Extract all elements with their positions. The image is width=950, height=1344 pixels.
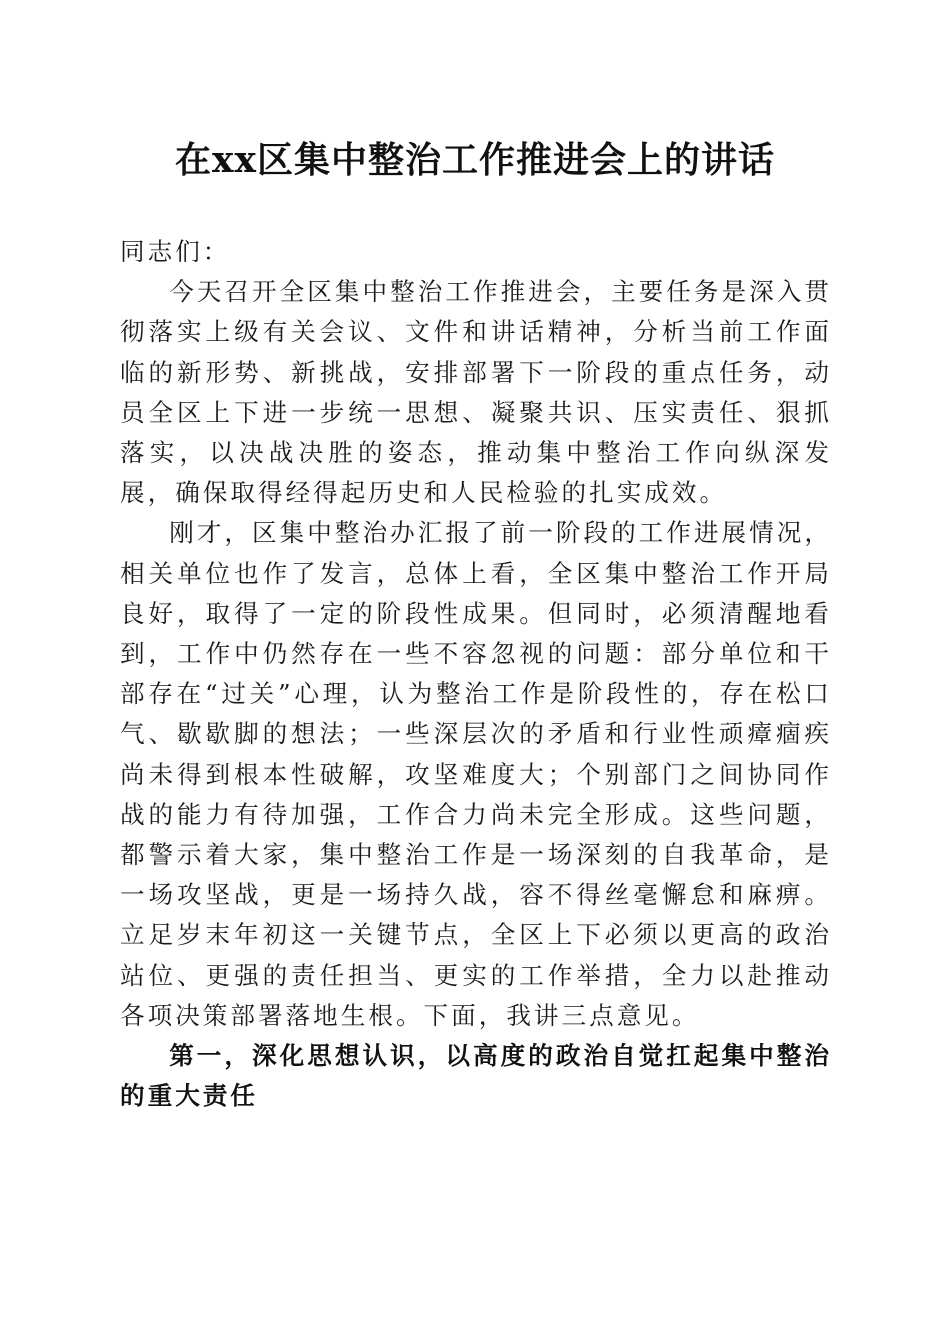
paragraph-opening: 今天召开全区集中整治工作推进会，主要任务是深入贯彻落实上级有关会议、文件和讲话精神，分析当前工作面临的新形势、新挑战，安排部署下一阶段的重点任务，动员全区上下进一步统一思想、凝聚共识、压实责任、狠抓落实，以决战决胜的姿态，推动集中整治工作向纵深发展，确保取得经得起历史和人民检验的扎实成效。 [120,277,832,508]
salutation: 同志们： [120,237,231,266]
document-title: 在xx区集中整治工作推进会上的讲话 [175,139,775,181]
paragraph-situation: 刚才，区集中整治办汇报了前一阶段的工作进展情况，相关单位也作了发言，总体上看，全区集中整治工作开局良好，取得了一定的阶段性成果。但同时，必须清醒地看到，工作中仍然存在一些不容忽视的问题：部分单位和干部存在“过关”心理，认为整治工作是阶段性的，存在松口气、歇歇脚的想法；一些深层次的矛盾和行业性顽瘴痼疾尚未得到根本性破解，攻坚难度大；个别部门之间协同作战的能力有待加强，工作合力尚未完全形成。这些问题，都警示着大家，集中整治工作是一场深刻的自我革命，是一场攻坚战，更是一场持久战，容不得丝毫懈怠和麻痹。立足岁末年初这一关键节点，全区上下必须以更高的政治站位、更强的责任担当、更实的工作举措，全力以赴推动各项决策部署落地生根。下面，我讲三点意见。 [120,518,832,1030]
document-body [120,232,832,1116]
section-heading-first: 第一，深化思想认识，以高度的政治自觉扛起集中整治的重大责任 [120,1041,832,1111]
